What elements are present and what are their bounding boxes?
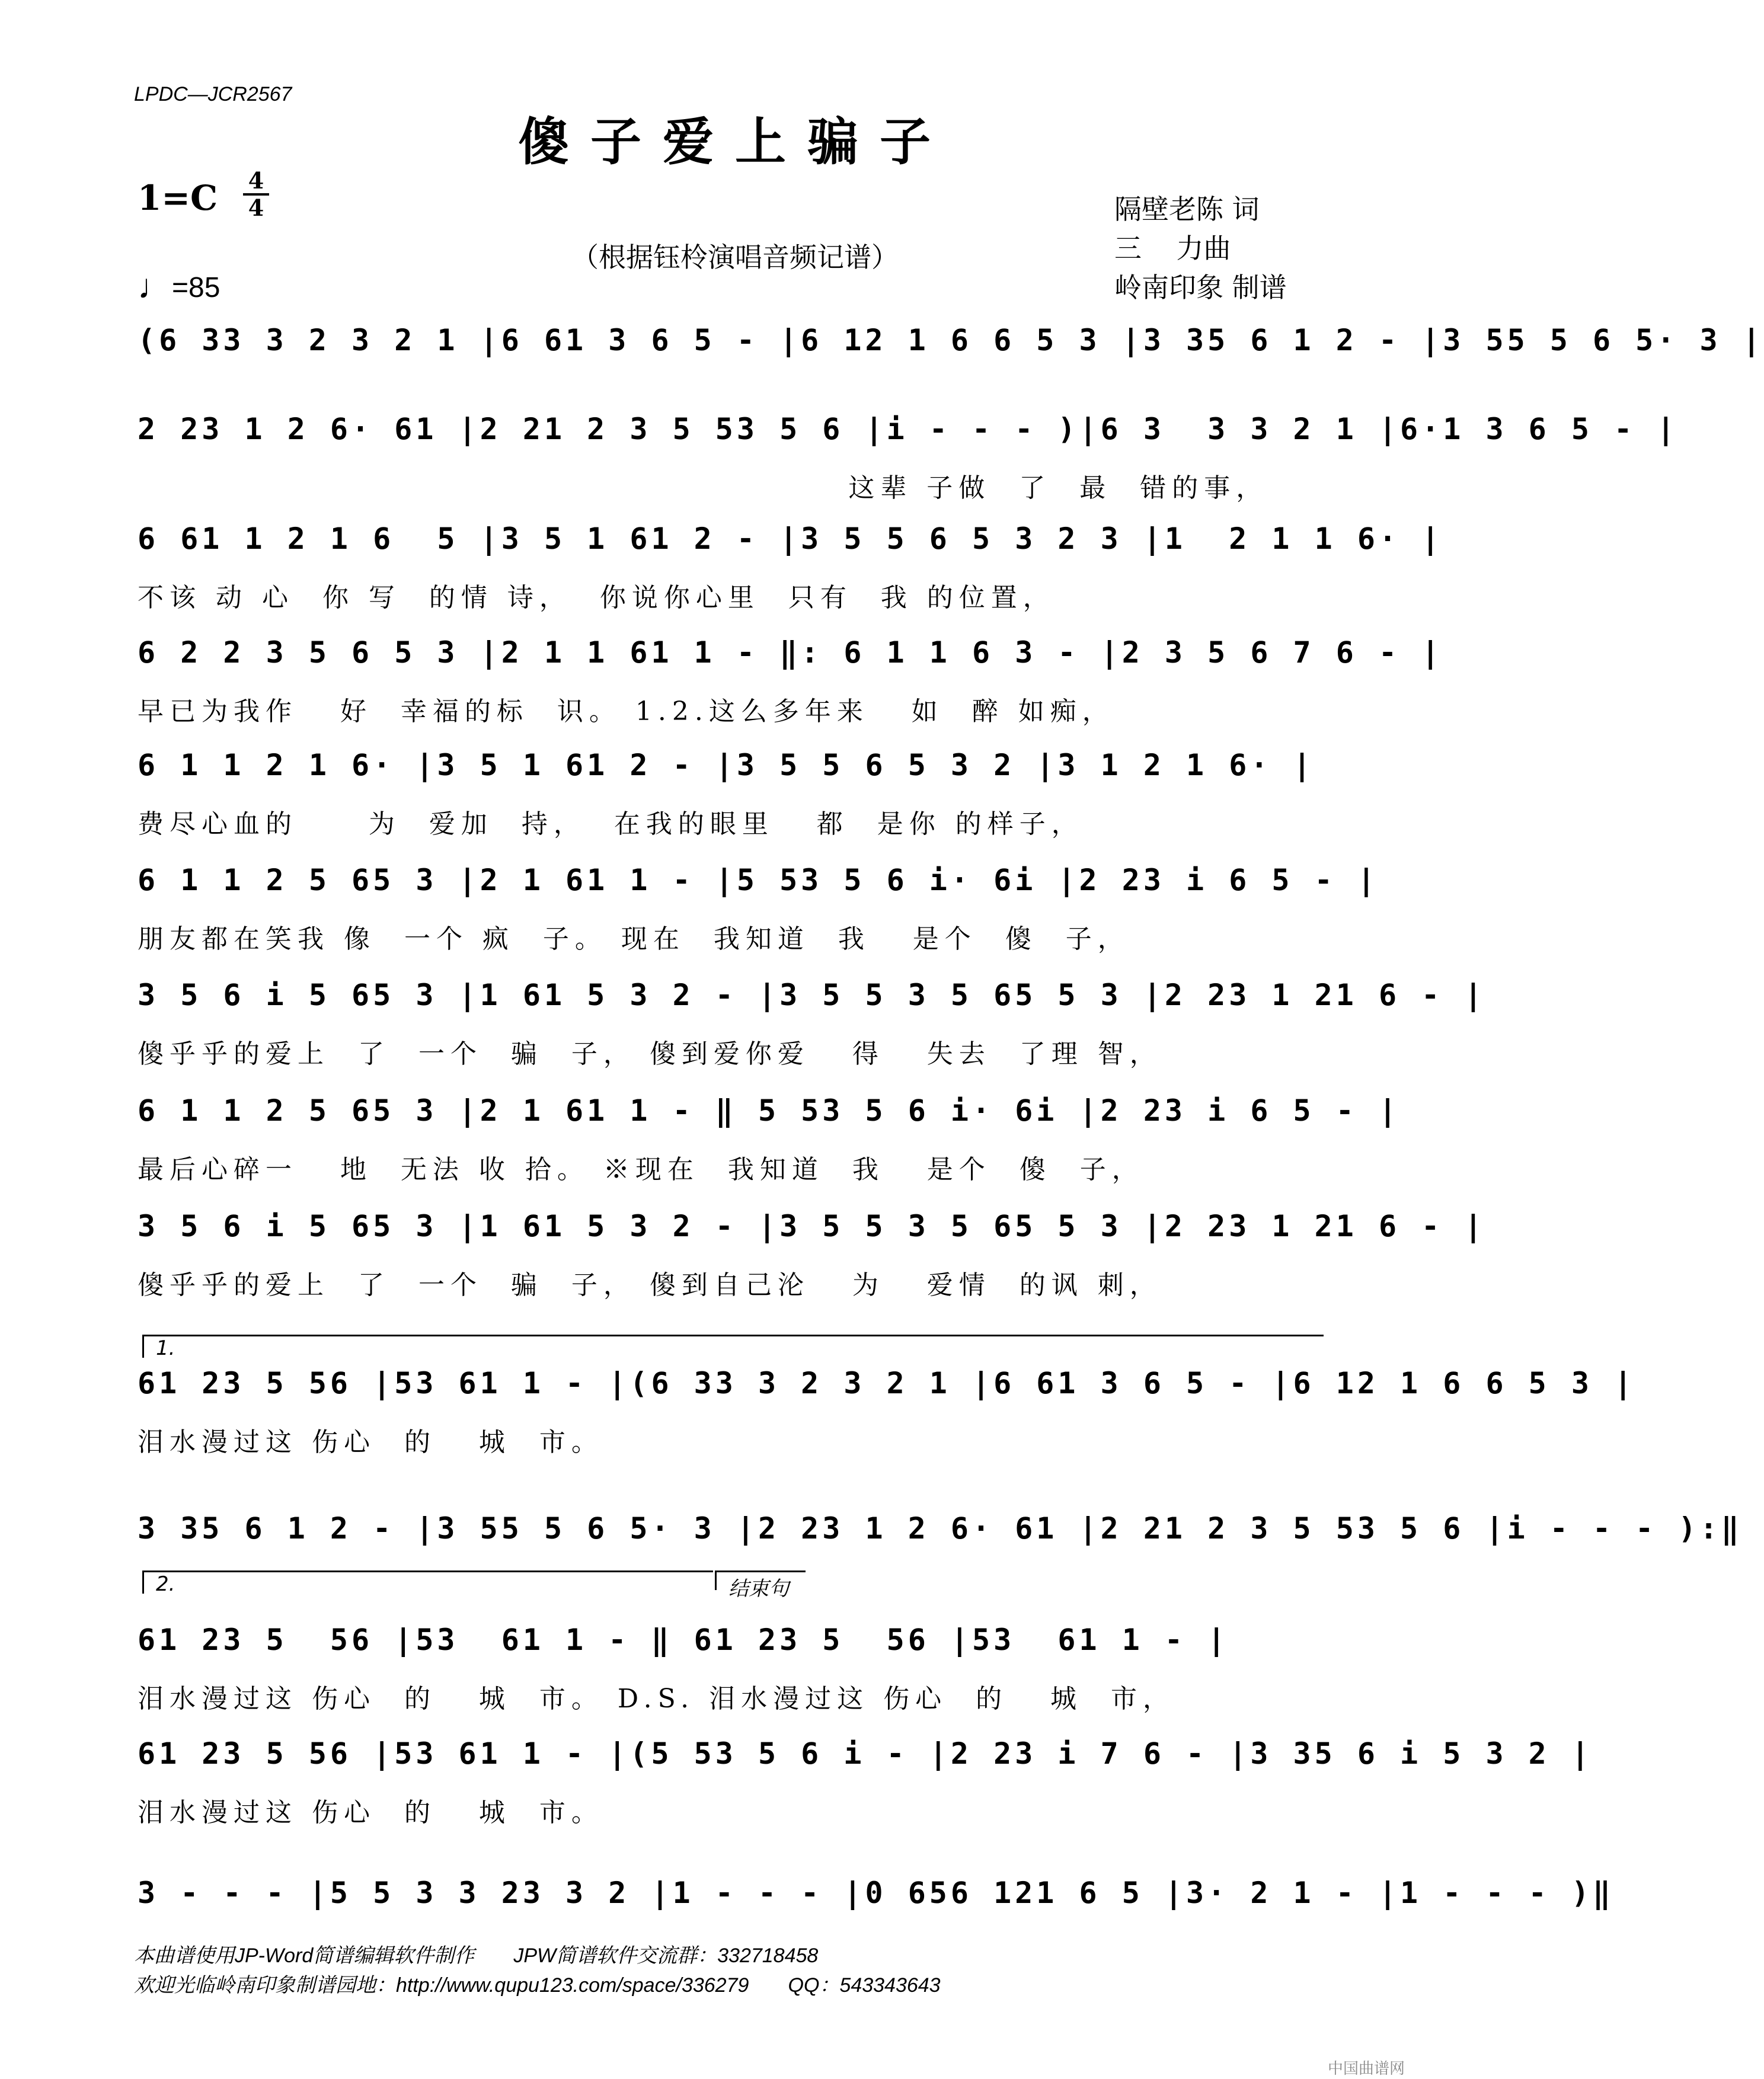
- lyrics-line: 泪水漫过这 伤心 的 城 市。: [138, 1797, 603, 1828]
- notation-line: 3 35 6 1 2 - |3 55 5 6 5· 3 |2 23 1 2 6· 61 |2 21 2 3 5 53 5 6 |i - - - ):‖: [138, 1511, 1743, 1546]
- first-ending-label: 1.: [156, 1336, 175, 1360]
- footer-line-2: 欢迎光临岭南印象制谱园地：http://www.qupu123.com/space/336279 QQ：543343643: [134, 1974, 941, 1997]
- lyrics-line: 早已为我作 好 幸福的标 识。 1.2.这么多年来 如 醉 如痴，: [138, 696, 1114, 727]
- notation-line: 6 2 2 3 5 6 5 3 |2 1 1 61 1 - ‖: 6 1 1 6 3 - |2 3 5 6 7 6 - |: [138, 635, 1443, 670]
- coda-label: 结束句: [728, 1577, 789, 1601]
- second-ending-bracket: [142, 1571, 713, 1594]
- notation-line: 6 61 1 2 1 6 5 |3 5 1 61 2 - |3 5 5 6 5 3 2 3 |1 2 1 1 6· |: [138, 522, 1443, 556]
- time-signature: [243, 168, 269, 220]
- lyrics-line: 不该 动 心 你 写 的情 诗， 你说你心里 只有 我 的位置，: [138, 583, 1055, 613]
- quarter-note-icon: ♩: [138, 267, 172, 306]
- score-code: LPDC—JCR2567: [134, 83, 292, 105]
- lyrics-line: 最后心碎一 地 无法 收 拾。 ※现在 我知道 我 是个 傻 子，: [138, 1154, 1144, 1185]
- lyrics-line: 泪水漫过这 伤心 的 城 市。 D.S. 泪水漫过这 伤心 的 城 市，: [138, 1684, 1175, 1714]
- notation-line: 2 23 1 2 6· 61 |2 21 2 3 5 53 5 6 |i - - - )|6 3 3 3 2 1 |6·1 3 6 5 - |: [138, 412, 1679, 446]
- notation-line: (6 33 3 2 3 2 1 |6 61 3 6 5 - |6 12 1 6 6 5 3 |3 35 6 1 2 - |3 55 5 6 5· 3 |: [138, 323, 1764, 357]
- lyrics-line: 费尽心血的 为 爱加 持， 在我的眼里 都 是你 的样子，: [138, 809, 1084, 839]
- notation-line: 3 5 6 i 5 65 3 |1 61 5 3 2 - |3 5 5 3 5 65 5 3 |2 23 1 21 6 - |: [138, 978, 1486, 1012]
- time-signature-bottom: 4: [243, 193, 269, 220]
- credits: [1114, 190, 1287, 307]
- lyrics-line: 傻乎乎的爱上 了 一个 骗 子， 傻到爱你爱 得 失去 了理 智，: [138, 1039, 1162, 1069]
- key-signature: 1=C: [138, 178, 218, 218]
- lyricist: 隔壁老陈 词: [1114, 193, 1260, 225]
- notation-line: 6 1 1 2 5 65 3 |2 1 61 1 - |5 53 5 6 i· 6i |2 23 i 6 5 - |: [138, 863, 1379, 897]
- notation-line: 61 23 5 56 |53 61 1 - |(6 33 3 2 3 2 1 |6 61 3 6 5 - |6 12 1 6 6 5 3 |: [138, 1366, 1636, 1400]
- notation-line: 3 - - - |5 5 3 3 23 3 2 |1 - - - |0 656 121 6 5 |3· 2 1 - |1 - - - )‖: [138, 1876, 1615, 1910]
- song-title: 傻子爱上骗子: [518, 112, 952, 172]
- notation-line: 3 5 6 i 5 65 3 |1 61 5 3 2 - |3 5 5 3 5 65 5 3 |2 23 1 21 6 - |: [138, 1209, 1486, 1243]
- lyrics-line: 傻乎乎的爱上 了 一个 骗 子， 傻到自己沦 为 爱情 的讽 刺，: [138, 1270, 1162, 1300]
- lyrics-line: 泪水漫过这 伤心 的 城 市。: [138, 1427, 603, 1457]
- second-ending-label: 2.: [156, 1572, 175, 1596]
- first-ending-bracket: [142, 1335, 1324, 1358]
- tempo-value: =85: [172, 272, 220, 303]
- notation-line: 61 23 5 56 |53 61 1 - ‖ 61 23 5 56 |53 61 1 - |: [138, 1623, 1229, 1657]
- notation-line: 61 23 5 56 |53 61 1 - |(5 53 5 6 i - |2 23 i 7 6 - |3 35 6 i 5 3 2 |: [138, 1736, 1593, 1771]
- transcription-source: （根据钰柃演唱音频记谱）: [571, 241, 899, 273]
- watermark-logo: 中国曲谱网: [1328, 2060, 1405, 2078]
- composer: 三 力曲: [1114, 232, 1231, 264]
- lyrics-line: 这辈 子做 了 最 错的事，: [138, 473, 1268, 503]
- notation-line: 6 1 1 2 5 65 3 |2 1 61 1 - ‖ 5 53 5 6 i· 6i |2 23 i 6 5 - |: [138, 1093, 1401, 1128]
- lyrics-line: 朋友都在笑我 像 一个 疯 子。 现在 我知道 我 是个 傻 子，: [138, 924, 1130, 954]
- footer-line-1: 本曲谱使用JP-Word简谱编辑软件制作 JPW简谱软件交流群：332718458: [134, 1944, 819, 1967]
- coda-bracket: [715, 1571, 806, 1601]
- notation-line: 6 1 1 2 1 6· |3 5 1 61 2 - |3 5 5 6 5 3 2 |3 1 2 1 6· |: [138, 748, 1315, 782]
- time-signature-top: 4: [248, 167, 264, 194]
- arranger: 岭南印象 制谱: [1114, 271, 1287, 303]
